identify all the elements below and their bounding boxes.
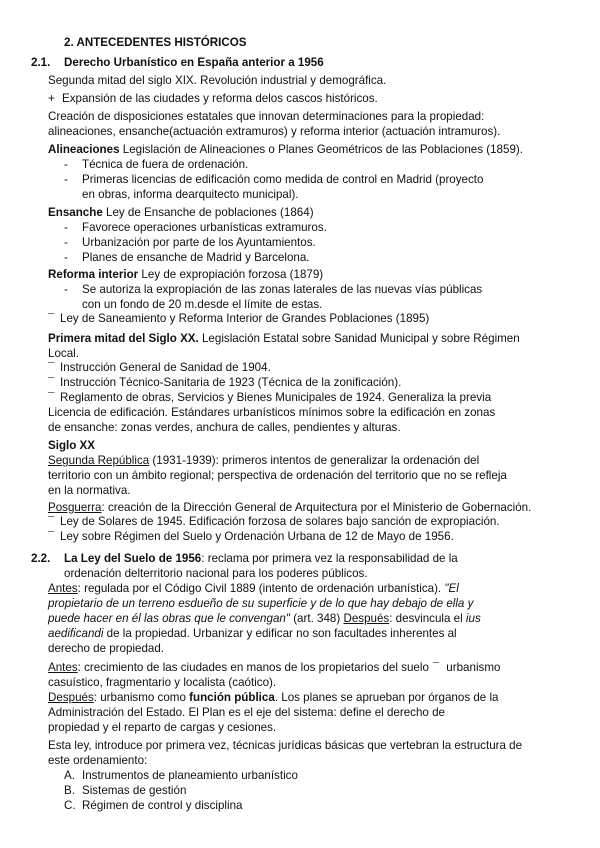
list-item: Se autoriza la expropiación de las zonas laterales de las nuevas vías públicas [82,283,483,296]
list-item: Régimen de control y disciplina [82,799,243,812]
despues2-line: Después: urbanismo como función pública. Los planes se aprueban por órganos de la [48,691,499,704]
ensanche-label: Ensanche [48,206,103,219]
list-marker: A. [64,769,75,782]
list-item: en obras, informa dearquitecto municipal). [82,188,299,201]
antes2-line: Antes: crecimiento de las ciudades en manos de los propietarios del suelo ¯ urbanismo [48,661,501,674]
dash-marker: - [64,283,68,296]
list-item: Planes de ensanche de Madrid y Barcelona. [82,251,310,264]
alineaciones-line: Alineaciones Legislación de Alineaciones o Planes Geométricos de las Poblaciones (1859). [48,143,523,156]
list-marker: B. [64,784,75,797]
dash-marker: - [64,173,68,186]
paragraph-line: alineaciones, ensanche(actuación extramuros) y reforma interior (actuación intramuros). [48,125,501,138]
paragraph-line: Esta ley, introduce por primera vez, técnicas jurídicas básicas que vertebran la estructura de [48,739,523,752]
antes-label: Antes [48,582,78,595]
antes-label: Antes [48,661,78,674]
paragraph-line: en la normativa. [48,484,131,497]
funcion-publica: función pública [189,691,275,704]
bullet-marker: + [48,92,55,105]
reforma-line: Reforma interior Ley de expropiación forzosa (1879) [48,268,324,281]
ley-suelo-line: La Ley del Suelo de 1956: reclama por primera vez la responsabilidad de la [64,552,458,565]
macron-marker: ¯ [48,361,55,374]
paragraph-line: Administración del Estado. El Plan es el eje del sistema: define el derecho de [48,706,445,719]
dash-marker: - [64,158,68,171]
paragraph-line: Creación de disposiciones estatales que innovan determinaciones para la propiedad: [48,110,485,123]
list-item: Urbanización por parte de los Ayuntamientos. [82,236,316,249]
despues-label: Después [48,691,94,704]
list-item: Instrucción General de Sanidad de 1904. [60,361,271,374]
dash-marker: - [64,251,68,264]
posguerra-label: Posguerra [48,501,102,514]
list-item: Instrucción Técnico-Sanitaria de 1923 (Técnica de la zonificación). [60,376,402,389]
paragraph-line: Local. [48,347,79,360]
reforma-label: Reforma interior [48,268,139,281]
quote-line: propietario de un terreno esdueño de su superficie y de lo que hay debajo de ella y [48,597,474,610]
section-number: 2.2. [31,552,51,565]
list-item: Instrumentos de planeamiento urbanístico [82,769,298,782]
macron-marker: ¯ [48,376,55,389]
list-item: Reglamento de obras, Servicios y Bienes Municipales de 1924. Generaliza la previa [60,391,492,404]
section-number: 2.1. [31,56,51,69]
list-item: Favorece operaciones urbanísticas extramuros. [82,221,327,234]
paragraph-line: Segunda mitad del siglo XIX. Revolución industrial y demográfica. [48,74,387,87]
list-marker: C. [64,799,76,812]
list-item: Sistemas de gestión [82,784,187,797]
paragraph-line: Expansión de las ciudades y reforma delos cascos históricos. [62,92,378,105]
macron-marker: ¯ [48,391,55,404]
paragraph-line: casuístico, fragmentario y localista (caótico). [48,676,277,689]
list-item: Ley de Solares de 1945. Edificación forzosa de solares bajo sanción de expropiación. [60,515,500,528]
alineaciones-label: Alineaciones [48,143,120,156]
list-item: Ley de Saneamiento y Reforma Interior de Grandes Poblaciones (1895) [60,312,430,325]
paragraph-line: este ordenamiento: [48,754,148,767]
paragraph-line: ordenación delterritorio nacional para los poderes públicos. [64,567,368,580]
list-item: con un fondo de 20 m.desde el límite de estas. [82,298,323,311]
section-title: Derecho Urbanístico en España anterior a 1956 [64,56,324,69]
list-item: Primeras licencias de edificación como medida de control en Madrid (proyecto [82,173,484,186]
macron-marker: ¯ [48,312,55,325]
posguerra-line: Posguerra: creación de la Dirección General de Arquitectura por el Ministerio de Gobernación. [48,501,532,514]
macron-marker: ¯ [432,661,440,674]
primera-mitad-line: Primera mitad del Siglo XX. Legislación Estatal sobre Sanidad Municipal y sobre Régimen [48,332,520,345]
republica-label: Segunda República [48,454,150,467]
primera-mitad-label: Primera mitad del Siglo XX. [48,332,199,345]
ensanche-line: Ensanche Ley de Ensanche de poblaciones (1864) [48,206,314,219]
paragraph-line: Licencia de edificación. Estándares urbanísticos mínimos sobre la edificación en zonas [48,406,496,419]
dash-marker: - [64,221,68,234]
macron-marker: ¯ [48,530,55,543]
antes-line: Antes: regulada por el Código Civil 1889 (intento de ordenación urbanística). "El [48,582,459,595]
siglo-xx-label: Siglo XX [48,439,96,452]
list-item: Técnica de fuera de ordenación. [82,158,249,171]
paragraph-line: aedificandi de la propiedad. Urbanizar y edificar no son facultades inherentes al [48,627,457,640]
despues-label: Después [343,612,390,625]
paragraph-line: propiedad y el reparto de cargas y cesiones. [48,721,277,734]
list-item: Ley sobre Régimen del Suelo y Ordenación Urbana de 12 de Mayo de 1956. [60,530,454,543]
republica-line: Segunda República (1931-1939): primeros intentos de generalizar la ordenación del [48,454,480,467]
paragraph-line: territorio con un ámbito regional; perspectiva de ordenación del territorio que no se refleja [48,469,507,482]
ley-suelo-title: La Ley del Suelo de 1956 [64,552,202,565]
paragraph-line: derecho de propiedad. [48,642,165,655]
macron-marker: ¯ [48,515,55,528]
quote-line: puede hacer en él las obras que le convengan" (art. 348) Después: desvincula el ius [48,612,481,625]
dash-marker: - [64,236,68,249]
section-heading: 2. ANTECEDENTES HISTÓRICOS [64,36,247,49]
paragraph-line: de ensanche: zonas verdes, anchura de calles, pendientes y alturas. [48,421,401,434]
